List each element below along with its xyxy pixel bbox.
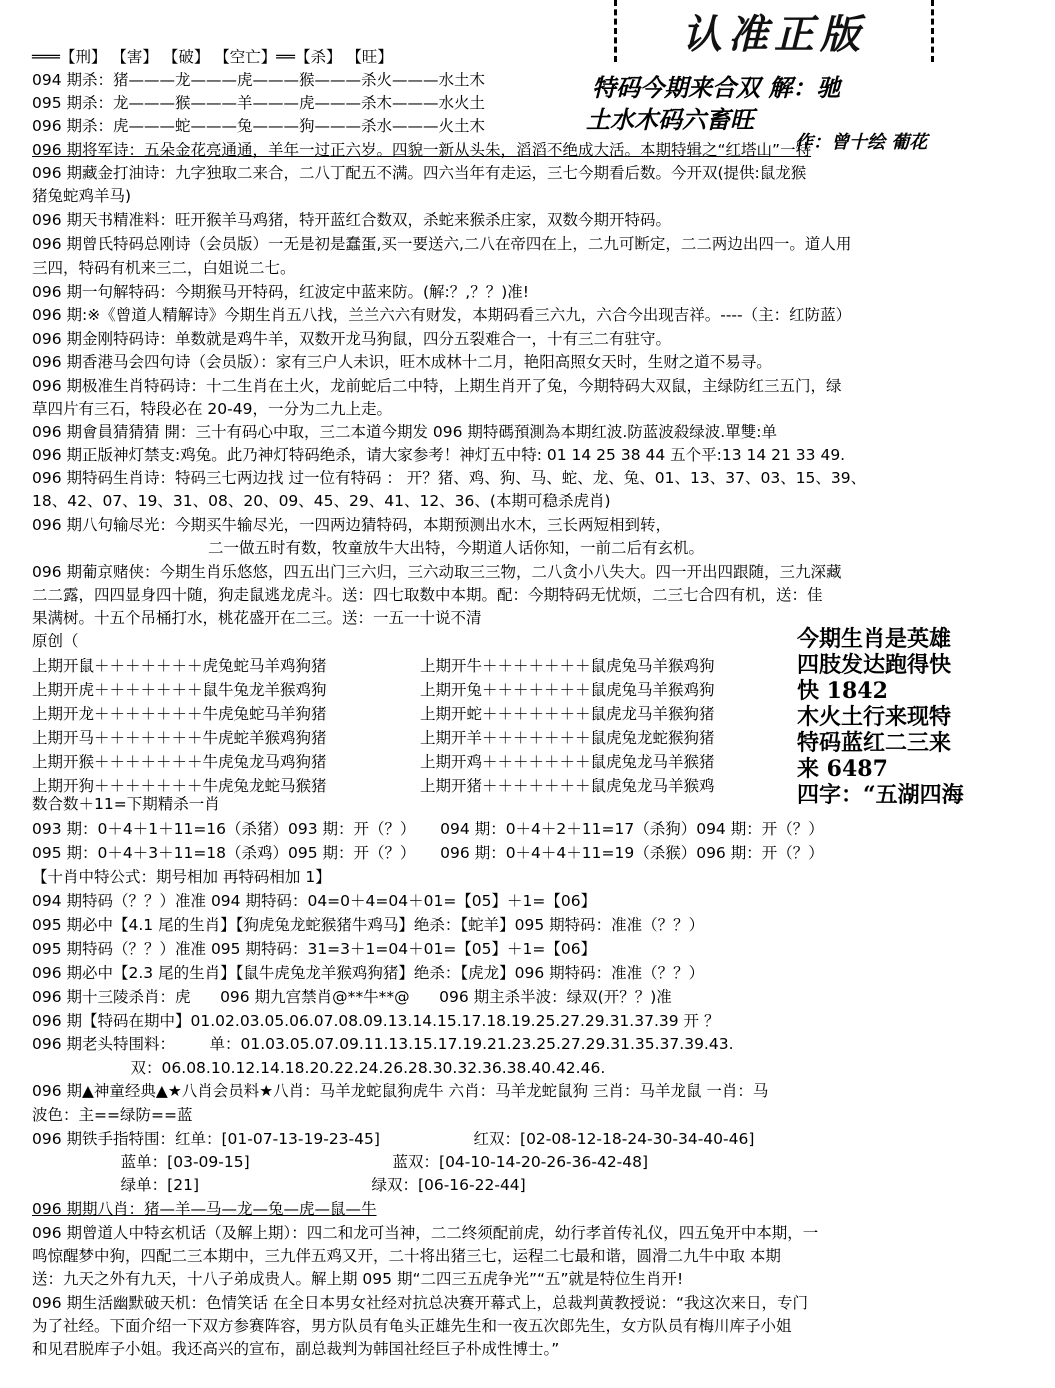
text-line: 果满树。十五个吊桶打水，桃花盛开在二三。送：一五一十说不清: [32, 609, 482, 627]
grid-row: 上期开鸡＋＋＋＋＋＋＋鼠虎兔龙马羊猴猪: [420, 753, 715, 771]
text-line: 096 期葡京赌侠：今期生肖乐悠悠，四五出门三六归，三六动取三三物，二八贪小八失大。四一开出四跟随，三九深藏: [32, 563, 842, 581]
text-line: 18、42、07、19、31、08、20、09、45、29、41、12、36、(本期可稳杀虎肖): [32, 492, 611, 510]
text-line: 096 期香港马会四句诗（会员版）：家有三户人未识，旺木成林十二月，艳阳高照女天时，生财之道不易寻。: [32, 353, 772, 371]
text-line: 096 期必中【2.3 尾的生肖】【鼠牛虎兔龙羊猴鸡狗猪】绝杀：【虎龙】096 期特码：准准（？？）: [32, 964, 705, 982]
text-line: 二二露，四四显身四十随，狗走鼠逃龙虎斗。送：四七取数中本期。配：今期特码无忧烦，二三七合四有机，送：佳: [32, 586, 823, 604]
hand-note-1: 特码今期来合双 解：驰: [592, 73, 841, 102]
text-line: 093 期：0＋4＋1＋11=16（杀猪）093 期：开（？） 094 期：0＋4＋2＋11=17（杀狗）094 期：开（？）: [32, 820, 824, 838]
text-line: 096 期正版神灯禁支:鸡兔。此乃神灯特码绝杀，请大家参考！神灯五中特: 01 14 25 38 44 五个平:13 14 21 33 49.: [32, 446, 846, 464]
grid-row: 上期开猪＋＋＋＋＋＋＋鼠虎兔龙马羊猴鸡: [420, 777, 715, 795]
text-line: 096 期期八肖：猪—羊—马—龙—兔—虎—鼠—牛: [32, 1200, 377, 1218]
text-line: 094 期杀：猪———龙———虎———猴———杀火———水土木: [32, 71, 486, 89]
text-line: 095 期杀：龙———猴———羊———虎———杀木———水火土: [32, 94, 486, 112]
text-line: 绿单：[21] 绿双：[06-16-22-44]: [32, 1176, 526, 1194]
text-line: 096 期极准生肖特码诗：十二生肖在土火，龙前蛇后二中特，上期生肖开了兔，今期特码大双鼠，主绿防红三五门，绿: [32, 377, 842, 395]
text-line: 数合数＋11=下期精杀一肖: [32, 795, 220, 813]
text-line: 096 期铁手指特围：红单：[01-07-13-19-23-45] 红双：[02-08-12-18-24-30-34-40-46]: [32, 1130, 755, 1148]
riddle-line: 木火土行来现特: [797, 704, 952, 730]
text-line: 为了社经。下面介绍一下双方参赛阵容，男方队员有龟头正雄先生和一夜五次郎先生，女方队员有梅川库子小姐: [32, 1317, 792, 1335]
authentic-logo: [614, 0, 934, 62]
text-line: 送：九天之外有九天，十八子弟成贵人。解上期 095 期“二四三五虎争光”“五”就是特位生肖开!: [32, 1270, 684, 1288]
text-line: 096 期天书精准料：旺开猴羊马鸡猪，特开蓝红合数双，杀蛇来猴杀庄家，双数今期开特码。: [32, 211, 672, 229]
text-line: 【十肖中特公式：期号相加 再特码相加 1】: [32, 868, 331, 886]
riddle-line: 今期生肖是英雄: [797, 626, 952, 652]
text-line: 096 期杀：虎———蛇———兔———狗———杀水———火土木: [32, 117, 486, 135]
text-line: 096 期特码生肖诗：特码三七两边找 过一位有特码 ： 开？猪、鸡、狗、马、蛇、龙、兔、01、13、37、03、15、39、: [32, 469, 867, 487]
text-line: 096 期曾道人中特玄机话（及解上期）：四二和龙可当神，二二终须配前虎，幼行孝首传礼仪，四五兔开中本期，一: [32, 1224, 819, 1242]
text-line: 096 期十三陵杀肖：虎 096 期九宫禁肖@**牛**@ 096 期主杀半波：绿双(开？？)准: [32, 988, 672, 1006]
grid-row: 上期开猴＋＋＋＋＋＋＋牛虎兔龙马鸡狗猪: [32, 753, 327, 771]
grid-row: 上期开蛇＋＋＋＋＋＋＋鼠虎龙马羊猴狗猪: [420, 705, 715, 723]
text-line: 096 期八句输尽光：今期买牛输尽光，一四两边猜特码，本期预测出水木，三长两短相到转，: [32, 516, 672, 534]
text-line: 鸣惊醒梦中狗，四配二三本期中，三九伴五鸡又开，二十将出猪三七，运程二七最和谐，圆滑二九牛中取 本期: [32, 1247, 781, 1265]
text-line: 095 期：0＋4＋3＋11=18（杀鸡）095 期：开（？） 096 期：0＋4＋4＋11=19（杀猴）096 期：开（？）: [32, 844, 824, 862]
hand-note-3: 作：曾十绘 葡花: [795, 132, 928, 153]
grid-row: 上期开兔＋＋＋＋＋＋＋鼠虎兔马羊猴鸡狗: [420, 681, 715, 699]
riddle-line: 来 6487: [797, 756, 888, 782]
text-line: 096 期生活幽默破天机：色情笑话 在全日本男女社经对抗总决赛开幕式上，总裁判黄教授说：“我这次来日，专门: [32, 1294, 808, 1312]
text-line: 猪兔蛇鸡羊马): [32, 187, 132, 205]
riddle-line: 四字：“五湖四海: [797, 782, 964, 808]
text-line: 096 期藏金打油诗：九字独取二来合，二八丁配五不满。四六当年有走运，三七今期看后数。今开双(提供:鼠龙猴: [32, 164, 807, 182]
header-line: ═══【刑】 【害】 【破】 【空亡】══【杀】 【旺】: [32, 48, 393, 66]
hand-note-2: 土水木码六畜旺: [586, 105, 754, 134]
text-line: 095 期必中【4.1 尾的生肖】【狗虎兔龙蛇猴猪牛鸡马】绝杀：【蛇羊】095 期特码：准准（？？）: [32, 916, 705, 934]
grid-row: 上期开羊＋＋＋＋＋＋＋鼠虎兔龙蛇猴狗猪: [420, 729, 715, 747]
riddle-line: 特码蓝红二三来: [797, 730, 952, 756]
text-line: 三四，特码有机来三二，白姐说二七。: [32, 259, 296, 277]
text-line: 草四片有三石，特段必在 20-49，一分为二九上走。: [32, 400, 392, 418]
text-line: 096 期【特码在期中】01.02.03.05.06.07.08.09.13.14.15.17.18.19.25.27.29.31.37.39 开 ？: [32, 1012, 720, 1030]
text-line: 蓝单：[03-09-15] 蓝双：[04-10-14-20-26-36-42-48]: [32, 1153, 649, 1171]
grid-row: 上期开狗＋＋＋＋＋＋＋牛虎兔龙蛇马猴猪: [32, 777, 327, 795]
logo-text: 认准正版: [682, 10, 866, 58]
text-line: 096 期會員猜猜猜 開：三十有码心中取，三二本道今期发 096 期特碼預測為本期红波.防蓝波殺绿波.單雙:单: [32, 423, 777, 441]
text-line: 096 期▲神童经典▲★八肖会员料★八肖：马羊龙蛇鼠狗虎牛 六肖：马羊龙蛇鼠狗 三肖：马羊龙鼠 一肖：马: [32, 1082, 769, 1100]
text-line: 和见君脱库子小姐。我还高兴的宣布，副总裁判为韩国社经巨子朴成性博士。”: [32, 1340, 560, 1358]
text-line: 原创（: [32, 632, 79, 650]
text-line: 095 期特码（？？）准准 095 期特码：31=3＋1=04＋01=【05】＋1=【06】: [32, 940, 597, 958]
text-line: 波色：主==绿防==蓝: [32, 1106, 193, 1124]
text-line: 094 期特码（？？）准准 094 期特码：04=0＋4=04＋01=【05】＋1=【06】: [32, 892, 597, 910]
grid-row: 上期开牛＋＋＋＋＋＋＋鼠虎兔马羊猴鸡狗: [420, 657, 715, 675]
grid-row: 上期开鼠＋＋＋＋＋＋＋虎兔蛇马羊鸡狗猪: [32, 657, 327, 675]
text-line: 双：06.08.10.12.14.18.20.22.24.26.28.30.32.36.38.40.42.46.: [32, 1059, 606, 1077]
text-line: 096 期:※《曾道人精解诗》今期生肖五八找，兰兰六六有财发，本期码看三六九，六合今出现吉祥。----（主：红防蓝）: [32, 306, 852, 324]
text-line: 二一做五时有数，牧童放牛大出特，今期道人话你知，一前二后有玄机。: [208, 539, 705, 557]
riddle-line: 快 1842: [797, 678, 888, 704]
text-line: 096 期金刚特码诗：单数就是鸡牛羊，双数开龙马狗鼠，四分五裂难合一，十有三二有驻守。: [32, 330, 672, 348]
text-line: 096 期一句解特码：今期猴马开特码，红波定中蓝来防。(解:？,？？)准!: [32, 283, 529, 301]
grid-row: 上期开马＋＋＋＋＋＋＋牛虎蛇羊猴鸡狗猪: [32, 729, 327, 747]
grid-row: 上期开虎＋＋＋＋＋＋＋鼠牛兔龙羊猴鸡狗: [32, 681, 327, 699]
text-line: 096 期曾氏特码总刚诗（会员版）一无是初是蠢蛋,买一要送六,二八在帝四在上，二九可断定，二二两边出四一。道人用: [32, 235, 852, 253]
text-line: 096 期将军诗：五朵金花亮通通，羊年一过正六岁。四貌一新从头朱，滔滔不绝成大活。本期特辑之“红塔山”一特: [32, 141, 812, 159]
text-line: 096 期老头特围料： 单：01.03.05.07.09.11.13.15.17.19.21.23.25.27.29.31.35.37.39.43.: [32, 1035, 734, 1053]
grid-row: 上期开龙＋＋＋＋＋＋＋牛虎兔蛇马羊狗猪: [32, 705, 327, 723]
riddle-line: 四肢发达跑得快: [797, 652, 952, 678]
